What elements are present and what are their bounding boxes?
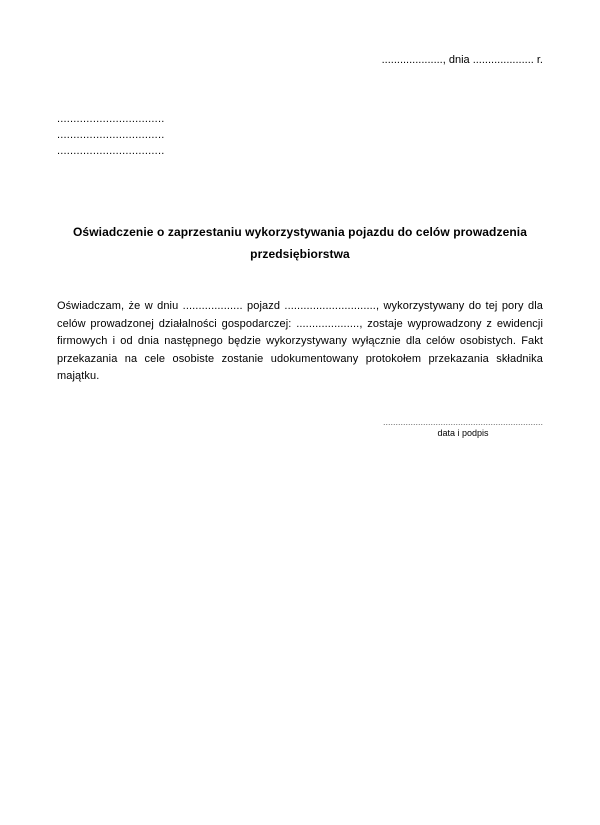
address-dotted-line: ................................. <box>57 113 165 125</box>
address-dotted-line: ................................. <box>57 145 165 157</box>
declaration-paragraph: Oświadczam, że w dniu ................... pojazd ............................., wykorzystywany do tej pory dla celów prowadzonej działalności gospodarczej: ...................., zostaje wyprowadzony z ewidencji firmowych i od dnia następnego będzie wykorzystywany wyłącznie dla celów osobistych. Fakt przekazania na cele osobiste zostanie udokumentowany protokołem przekazania składnika majątku. <box>57 300 543 382</box>
document-title: Oświadczenie o zaprzestaniu wykorzystywania pojazdu do celów prowadzenia przedsiębiorstwa <box>73 225 527 261</box>
signature-caption: data i podpis <box>437 427 489 438</box>
date-line: ...................., dnia .................... r. <box>381 54 543 66</box>
signature-dotted-line: ................................................................ <box>383 416 543 427</box>
address-dotted-line: ................................. <box>57 129 165 141</box>
signature-block <box>383 417 543 439</box>
address-block <box>57 111 543 159</box>
